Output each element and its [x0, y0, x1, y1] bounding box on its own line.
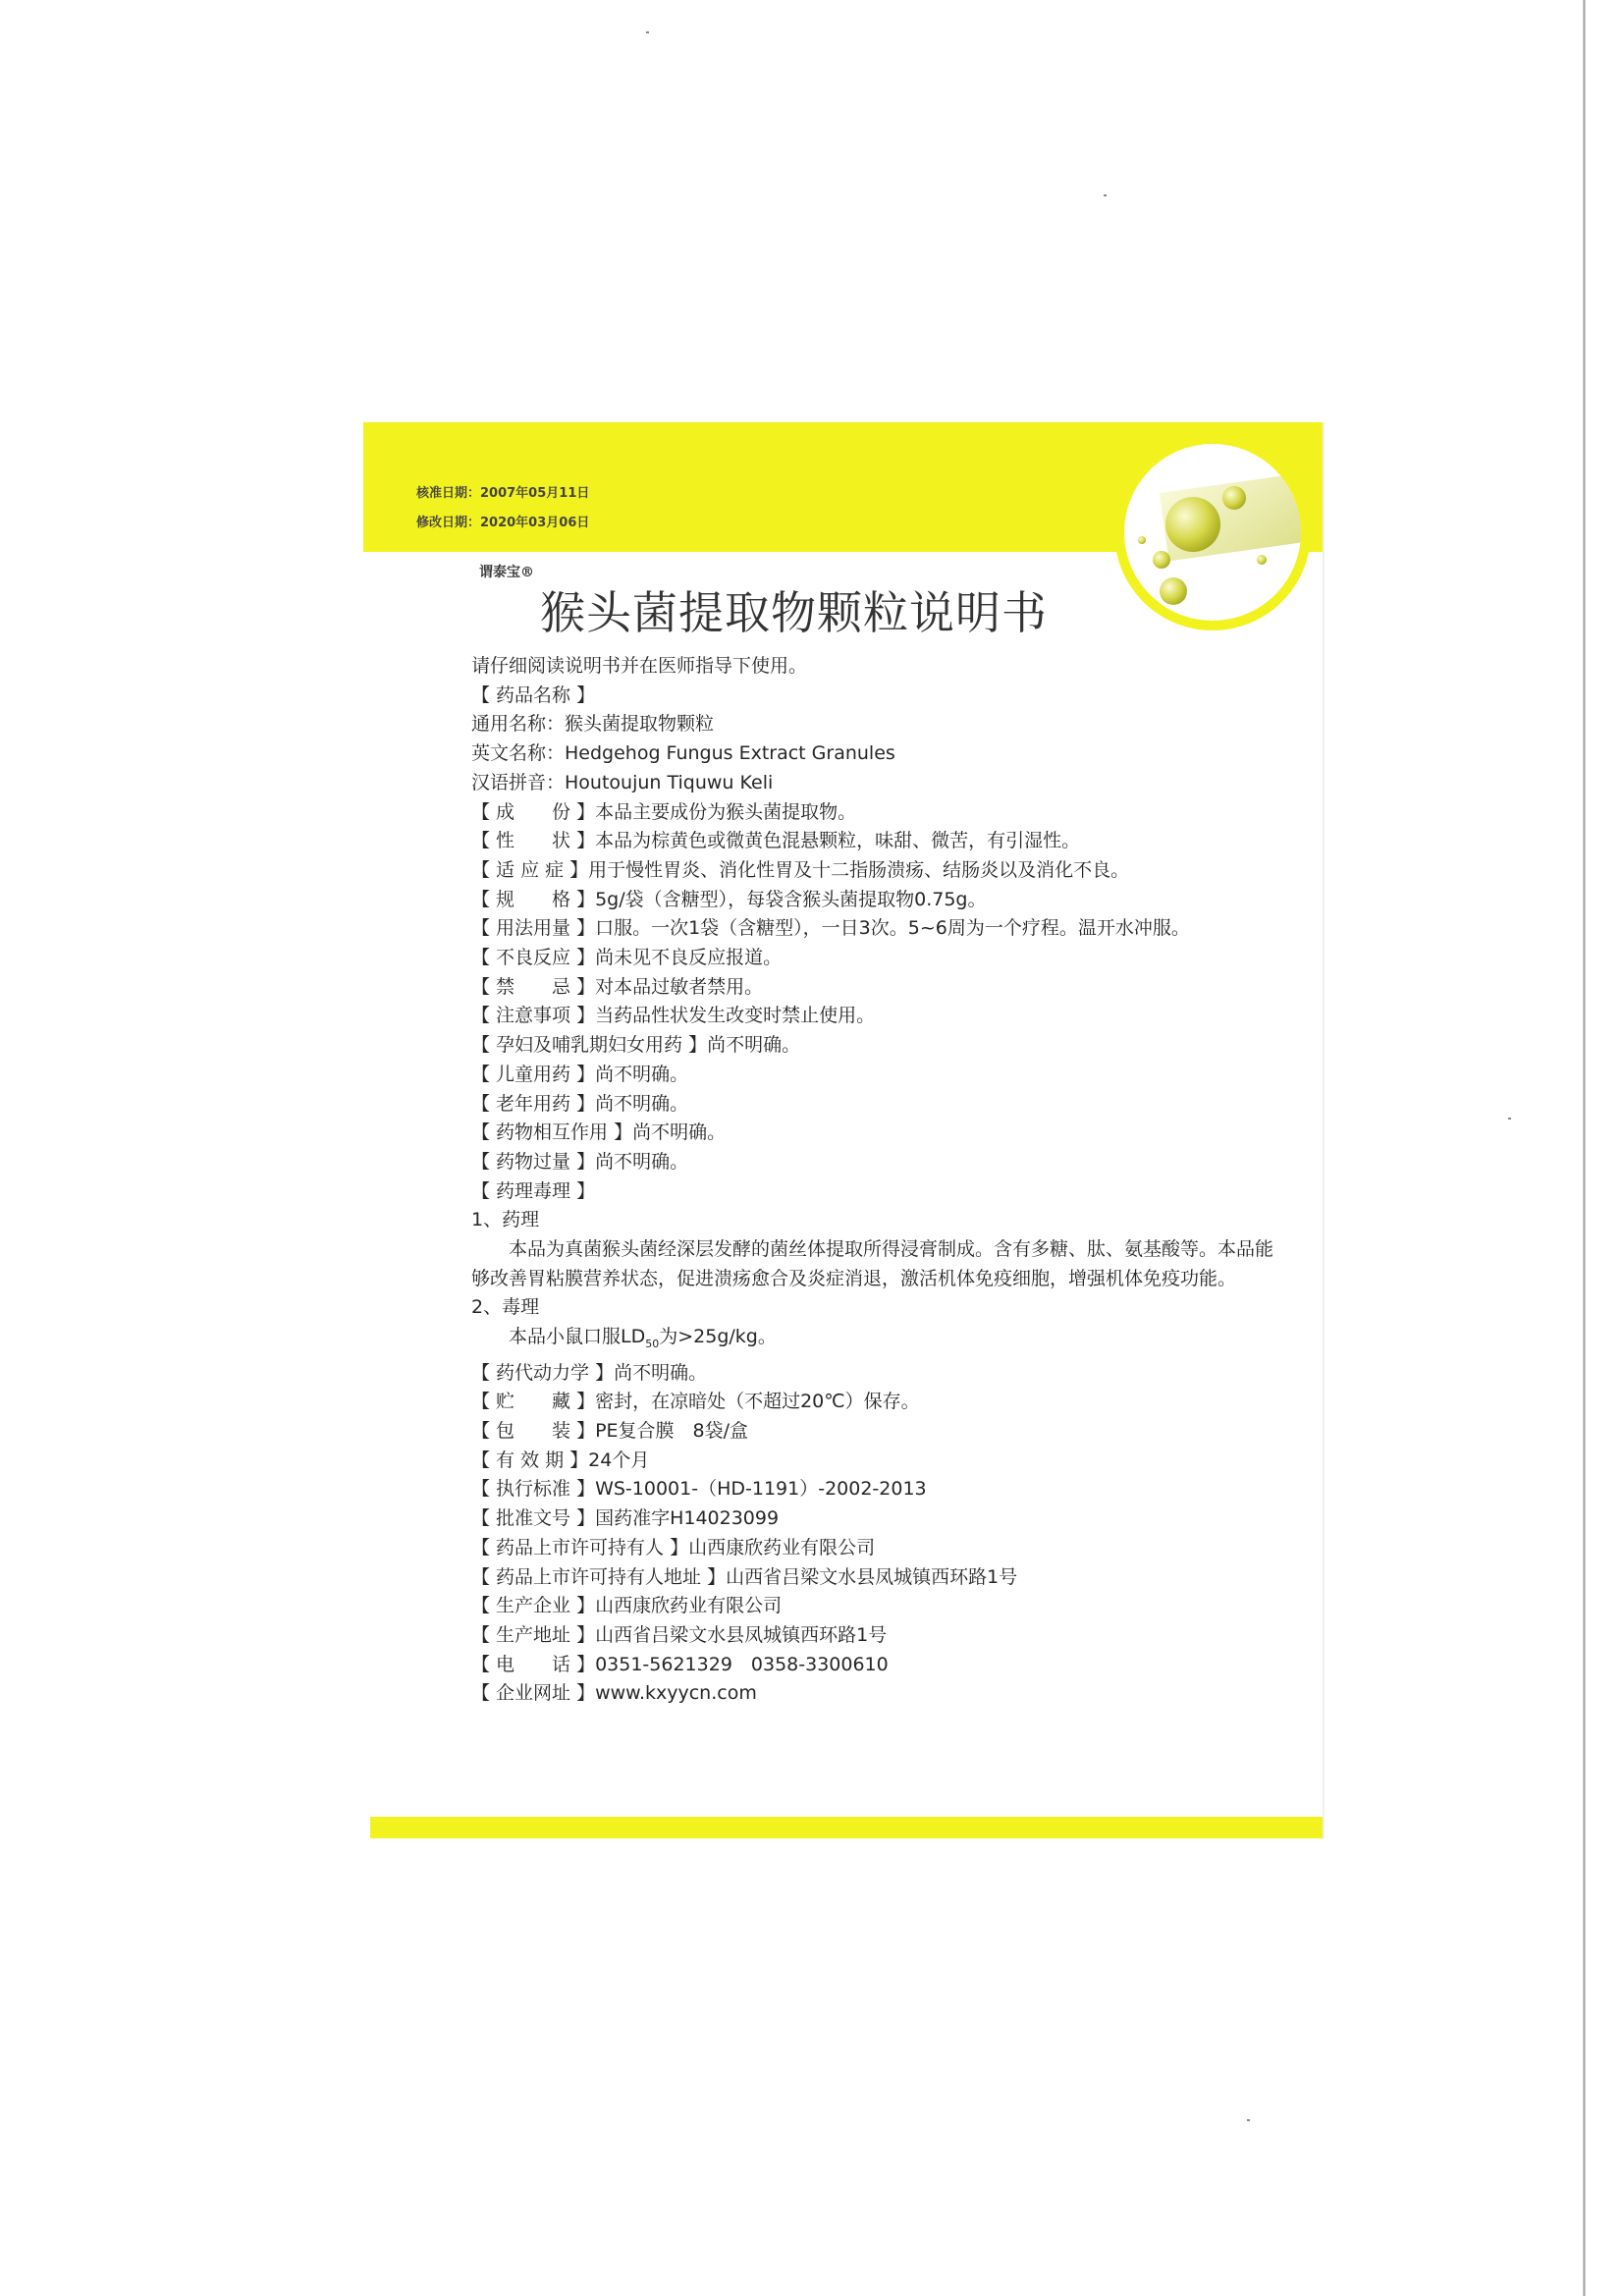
- scan-speck: [1104, 194, 1107, 196]
- geriatric-use: 【 老年用药 】尚不明确。: [471, 1092, 689, 1115]
- description: 【 性 状 】本品为棕黄色或微黄色混悬颗粒，味甜、微苦，有引湿性。: [471, 830, 1081, 852]
- scan-edge: [1583, 0, 1586, 2296]
- toxicology-text: 本品小鼠口服$LD_{50}$为>25g/kg。: [509, 1326, 777, 1350]
- composition: 【 成 份 】本品主要成份为猴头菌提取物。: [471, 800, 857, 823]
- english-name: 英文名称：Hedgehog Fungus Extract Granules: [471, 742, 895, 765]
- revision-date: 修改日期：2020年03月06日: [416, 516, 590, 530]
- overdose: 【 药物过量 】尚不明确。: [471, 1150, 689, 1173]
- pharmacology-paragraph: 本品为真菌猴头菌经深层发酵的菌丝体提取所得浸膏制成。含有多糖、肽、氨基酸等。本品能够改善胃粘膜营养状态，促进溃疡愈合及炎症消退，激活机体免疫细胞，增强机体免疫功能。: [471, 1238, 1274, 1289]
- shelf-life: 【 有 效 期 】24个月: [471, 1449, 650, 1471]
- scan-speck: [646, 31, 649, 33]
- pharmacokinetics: 【 药代动力学 】尚不明确。: [471, 1361, 708, 1384]
- manufacturer: 【 生产企业 】山西康欣药业有限公司: [471, 1595, 783, 1617]
- contraindications: 【 禁 忌 】对本品过敏者禁用。: [471, 975, 764, 998]
- scan-speck: [1247, 2119, 1250, 2121]
- generic-name: 通用名称：猴头菌提取物颗粒: [471, 713, 715, 736]
- section-drug-name: 【 药品名称 】: [471, 683, 596, 706]
- standard: 【 执行标准 】WS-10001-（HD-1191）-2002-2013: [471, 1478, 927, 1501]
- usage-notice: 请仔细阅读说明书并在医师指导下使用。: [471, 655, 808, 677]
- bubble-graphic-icon: [1124, 444, 1301, 621]
- drug-interactions: 【 药物相互作用 】尚不明确。: [471, 1121, 727, 1144]
- section-pharmacology-toxicology: 【 药理毒理 】: [471, 1179, 596, 1202]
- precautions: 【 注意事项 】当药品性状发生改变时禁止使用。: [471, 1005, 876, 1027]
- approval-date: 核准日期：2007年05月11日: [416, 486, 590, 501]
- website: 【 企业网址 】www.kxyycn.com: [471, 1682, 757, 1705]
- toxicology-heading: 2、毒理: [471, 1296, 540, 1319]
- scan-speck: [1508, 1118, 1511, 1120]
- approval-number: 【 批准文号 】国药准字H14023099: [471, 1507, 780, 1530]
- page-title: 猴头菌提取物颗粒说明书: [540, 586, 1048, 639]
- dosage: 【 用法用量 】口服。一次1袋（含糖型），一日3次。5~6周为一个疗程。温开水冲服。: [471, 917, 1190, 940]
- brand-logo: 谓泰宝®: [479, 565, 534, 580]
- instruction-leaflet: [363, 422, 1323, 1839]
- license-holder: 【 药品上市许可持有人 】山西康欣药业有限公司: [471, 1536, 876, 1558]
- decorative-circle: [1114, 434, 1311, 630]
- storage: 【 贮 藏 】密封，在凉暗处（不超过20℃）保存。: [471, 1391, 920, 1413]
- packaging: 【 包 装 】PE复合膜 8袋/盒: [471, 1420, 749, 1443]
- footer-band: [370, 1817, 1323, 1838]
- indications: 【 适 应 症 】用于慢性胃炎、消化性胃及十二指肠溃疡、结肠炎以及消化不良。: [471, 858, 1130, 881]
- date-block: [416, 479, 589, 538]
- leaflet-body: [471, 652, 1276, 1709]
- manufacturer-address: 【 生产地址 】山西省吕梁文水县凤城镇西环路1号: [471, 1624, 888, 1646]
- specification: 【 规 格 】5g/袋（含糖型），每袋含猴头菌提取物0.75g。: [471, 888, 987, 910]
- pediatric-use: 【 儿童用药 】尚不明确。: [471, 1063, 689, 1085]
- license-holder-address: 【 药品上市许可持有人地址 】山西省吕梁文水县凤城镇西环路1号: [471, 1565, 1018, 1588]
- adverse-reactions: 【 不良反应 】尚未见不良反应报道。: [471, 947, 783, 969]
- phone: 【 电 话 】0351-5621329 0358-3300610: [471, 1653, 889, 1675]
- pregnancy-use: 【 孕妇及哺乳期妇女用药 】尚不明确。: [471, 1034, 801, 1057]
- pharmacology-heading: 1、药理: [471, 1209, 540, 1231]
- pinyin-name: 汉语拼音：Houtoujun Tiquwu Keli: [471, 771, 774, 793]
